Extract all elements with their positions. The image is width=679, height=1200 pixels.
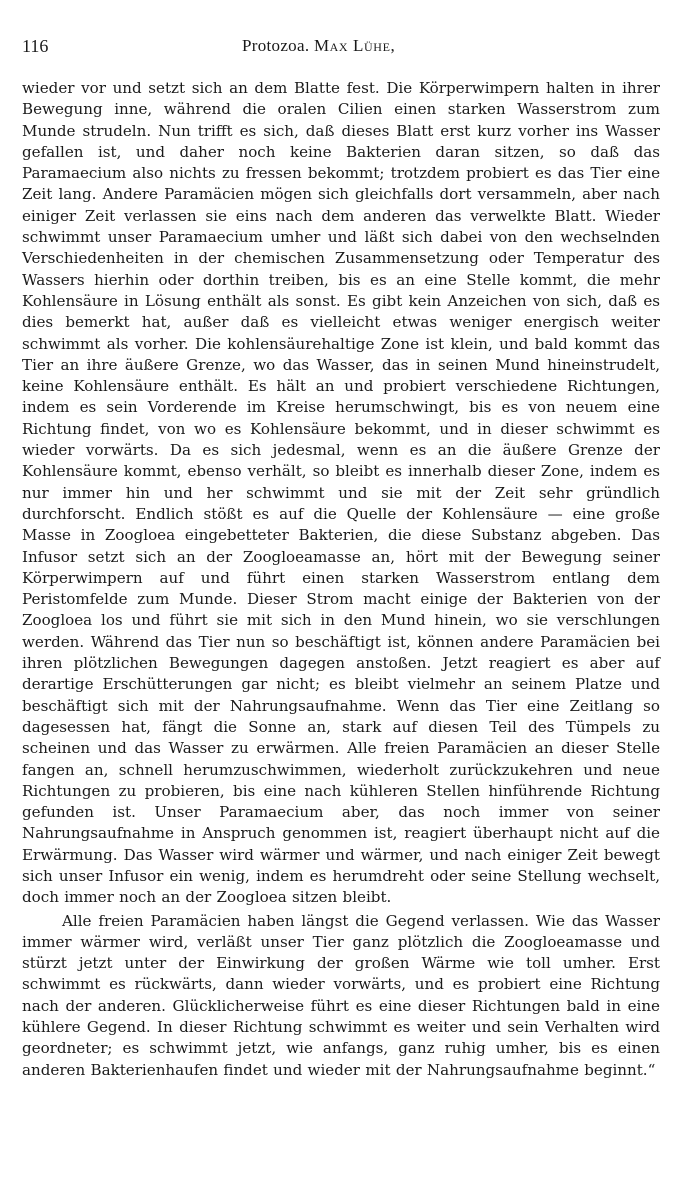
page-header: [22, 36, 660, 64]
paragraph-2: Alle freien Paramäcien haben längst die Gegend verlassen. Wie das Wasser immer wärmer wird, verläßt unser Tier ganz plötzlich die Zoogloeamasse und stürzt jetzt unter der Einwirkung der großen Wärme wie toll umher. Erst schwimmt es rückwärts, dann wieder vorwärts, und es probiert eine Richtung nach der anderen. Glücklicherweise führt es eine dieser Richtungen bald in eine kühlere Gegend. In dieser Richtung schwimmt es weiter und sein Verhalten wird geordneter; es schwimmt jetzt, wie anfangs, ganz ruhig umher, bis es einen anderen Bakterienhaufen findet und wieder mit der Nahrungsaufnahme beginnt.“: [22, 911, 660, 1079]
body-text: [22, 78, 660, 1081]
paragraph-1: wieder vor und setzt sich an dem Blatte fest. Die Körperwimpern halten in ihrer Bewegung inne, während die oralen Cilien einen starken Wasserstrom zum Munde strudeln. Nun trifft es sich, daß dieses Blatt erst kurz vorher ins Wasser gefallen ist, und daher noch keine Bakterien daran sitzen, so daß das Paramaecium also nichts zu fressen bekommt; trotzdem probiert es das Tier eine Zeit lang. Andere Paramäcien mögen sich gleichfalls dort versammeln, aber nach einiger Zeit verlassen sie eins nach dem anderen das verwelkte Blatt. Wieder schwimmt unser Paramaecium umher und läßt sich dabei von den wechselnden Verschiedenheiten in der chemischen Zusammensetzung oder Temperatur des Wassers hierhin oder dorthin treiben, bis es an eine Stelle kommt, die mehr Kohlensäure in Lösung enthält als sonst. Es gibt kein Anzeichen von sich, daß es dies bemerkt hat, außer daß es vielleicht etwas weniger energisch weiter schwimmt als vorher. Die kohlensäurehaltige Zone ist klein, und bald kommt das Tier an ihre äußere Grenze, wo das Wasser, das in seinen Mund hineinstrudelt, keine Kohlensäure enthält. Es hält an und probiert verschiedene Richtungen, indem es sein Vorderende im Kreise herumschwingt, bis es von neuem eine Richtung findet, von wo es Kohlensäure bekommt, und in dieser schwimmt es wieder vorwärts. Da es sich jedesmal, wenn es an die äußere Grenze der Kohlensäure kommt, ebenso verhält, so bleibt es innerhalb dieser Zone, indem es nur immer hin und her schwimmt und sie mit der Zeit sehr gründlich durchforscht. Endlich stößt es auf die Quelle der Kohlensäure — eine große Masse in Zoogloea eingebetteter Bakterien, die diese Substanz abgeben. Das Infusor setzt sich an der Zoogloeamasse an, hört mit der Bewegung seiner Körperwimpern auf und führt einen starken Wasserstrom entlang dem Peristomfelde zum Munde. Dieser Strom macht einige der Bakterien von der Zoogloea los und führt sie mit sich in den Mund hinein, wo sie verschlungen werden. Während das Tier nun so beschäftigt ist, können andere Paramäcien bei ihren plötzlichen Bewegungen dagegen anstoßen. Jetzt reagiert es aber auf derartige Erschütterungen gar nicht; es bleibt vielmehr an seinem Platze und beschäftigt sich mit der Nahrungsaufnahme. Wenn das Tier eine Zeitlang so dagesessen hat, fängt die Sonne an, stark auf diesen Teil des Tümpels zu scheinen und das Wasser zu erwärmen. Alle freien Paramäcien an dieser Stelle fangen an, schnell herumzuschwimmen, wiederholt zurückzukehren und neue Richtungen zu probieren, bis eine nach kühleren Stellen hinführende Richtung gefunden ist. Unser Paramaecium aber, das noch immer von seiner Nahrungsaufnahme in Anspruch genommen ist, reagiert überhaupt nicht auf die Erwärmung. Das Wasser wird wärmer und wärmer, und nach einiger Zeit bewegt sich unser Infusor ein wenig, indem es herumdreht oder seine Stellung wechselt, doch immer noch an der Zoogloea sitzen bleibt.: [22, 79, 660, 907]
running-head-section: Protozoa.: [242, 36, 310, 55]
running-head-author: Max Lühe,: [313, 36, 396, 55]
page-number: 116: [22, 36, 49, 56]
running-head: [242, 36, 395, 56]
